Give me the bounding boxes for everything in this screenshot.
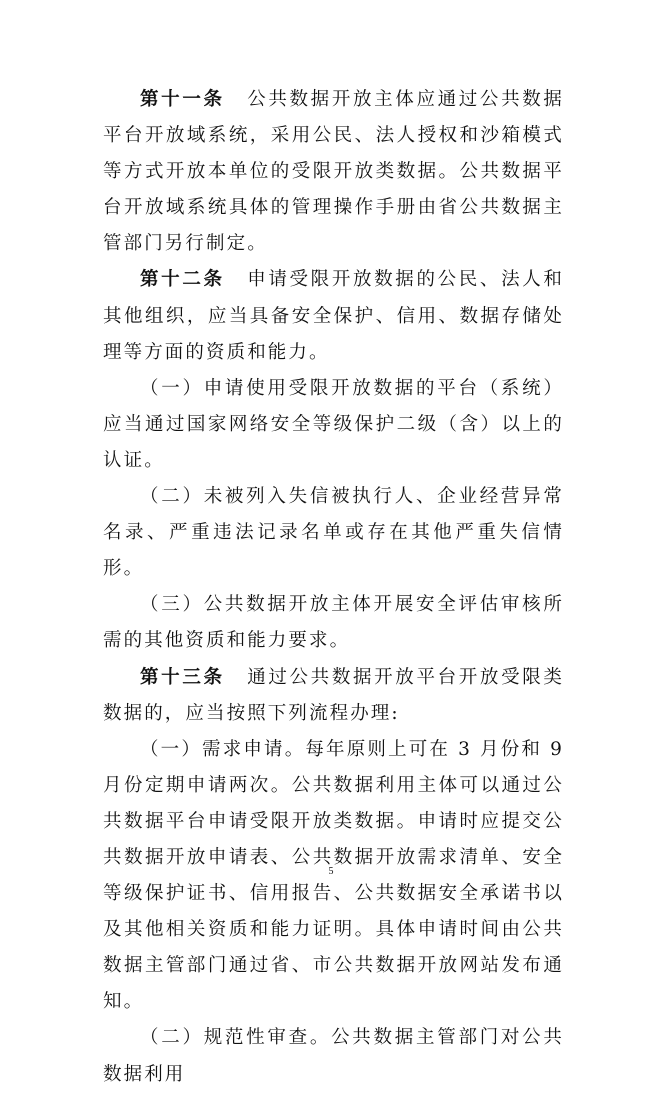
paragraph-text: 申请受限开放数据的公民、法人和其他组织，应当具备安全保护、信用、数据存储处理等方面的资质和能力。 bbox=[103, 269, 564, 363]
paragraph-item bbox=[103, 1020, 564, 1092]
paragraph-text: 公共数据开放主体应通过公共数据平台开放域系统，采用公民、法人授权和沙箱模式等方式开放本单位的受限开放类数据。公共数据平台开放域系统具体的管理操作手册由省公共数据主管部门另行制定。 bbox=[103, 89, 564, 255]
article-heading: 第十二条 bbox=[140, 269, 225, 291]
paragraph-item bbox=[103, 587, 564, 659]
article-heading: 第十三条 bbox=[140, 666, 225, 688]
page-number: 5 bbox=[328, 866, 334, 877]
paragraph-article-12 bbox=[103, 262, 564, 370]
paragraph-text: （三）公共数据开放主体开展安全评估审核所需的其他资质和能力要求。 bbox=[103, 594, 564, 652]
paragraph-article-11 bbox=[103, 82, 564, 262]
paragraph-article-13 bbox=[103, 660, 564, 732]
paragraph-item bbox=[103, 371, 564, 479]
paragraph-text: （二）规范性审查。公共数据主管部门对公共数据利用 bbox=[103, 1027, 564, 1085]
paragraph-text: （一）申请使用受限开放数据的平台（系统）应当通过国家网络安全等级保护二级（含）以上的认证。 bbox=[103, 377, 564, 471]
paragraph-text: 通过公共数据开放平台开放受限类数据的，应当按照下列流程办理: bbox=[103, 666, 564, 724]
article-heading: 第十一条 bbox=[140, 89, 225, 110]
paragraph-text: （二）未被列入失信被执行人、企业经营异常名录、严重违法记录名单或存在其他严重失信情形。 bbox=[103, 486, 564, 580]
document-body bbox=[103, 82, 564, 1093]
paragraph-text: （一）需求申请。每年原则上可在 3 月份和 9 月份定期申请两次。公共数据利用主体可以通过公共数据平台申请受限开放类数据。申请时应提交公共数据开放申请表、公共数据开放需求清单、安全等级保护证书、信用报告、公共数据安全承诺书以及其他相关资质和能力证明。具体申请时间由公共数据主管部门通过省、市公共数据开放网站发布通知。 bbox=[103, 738, 564, 1013]
paragraph-item bbox=[103, 479, 564, 587]
